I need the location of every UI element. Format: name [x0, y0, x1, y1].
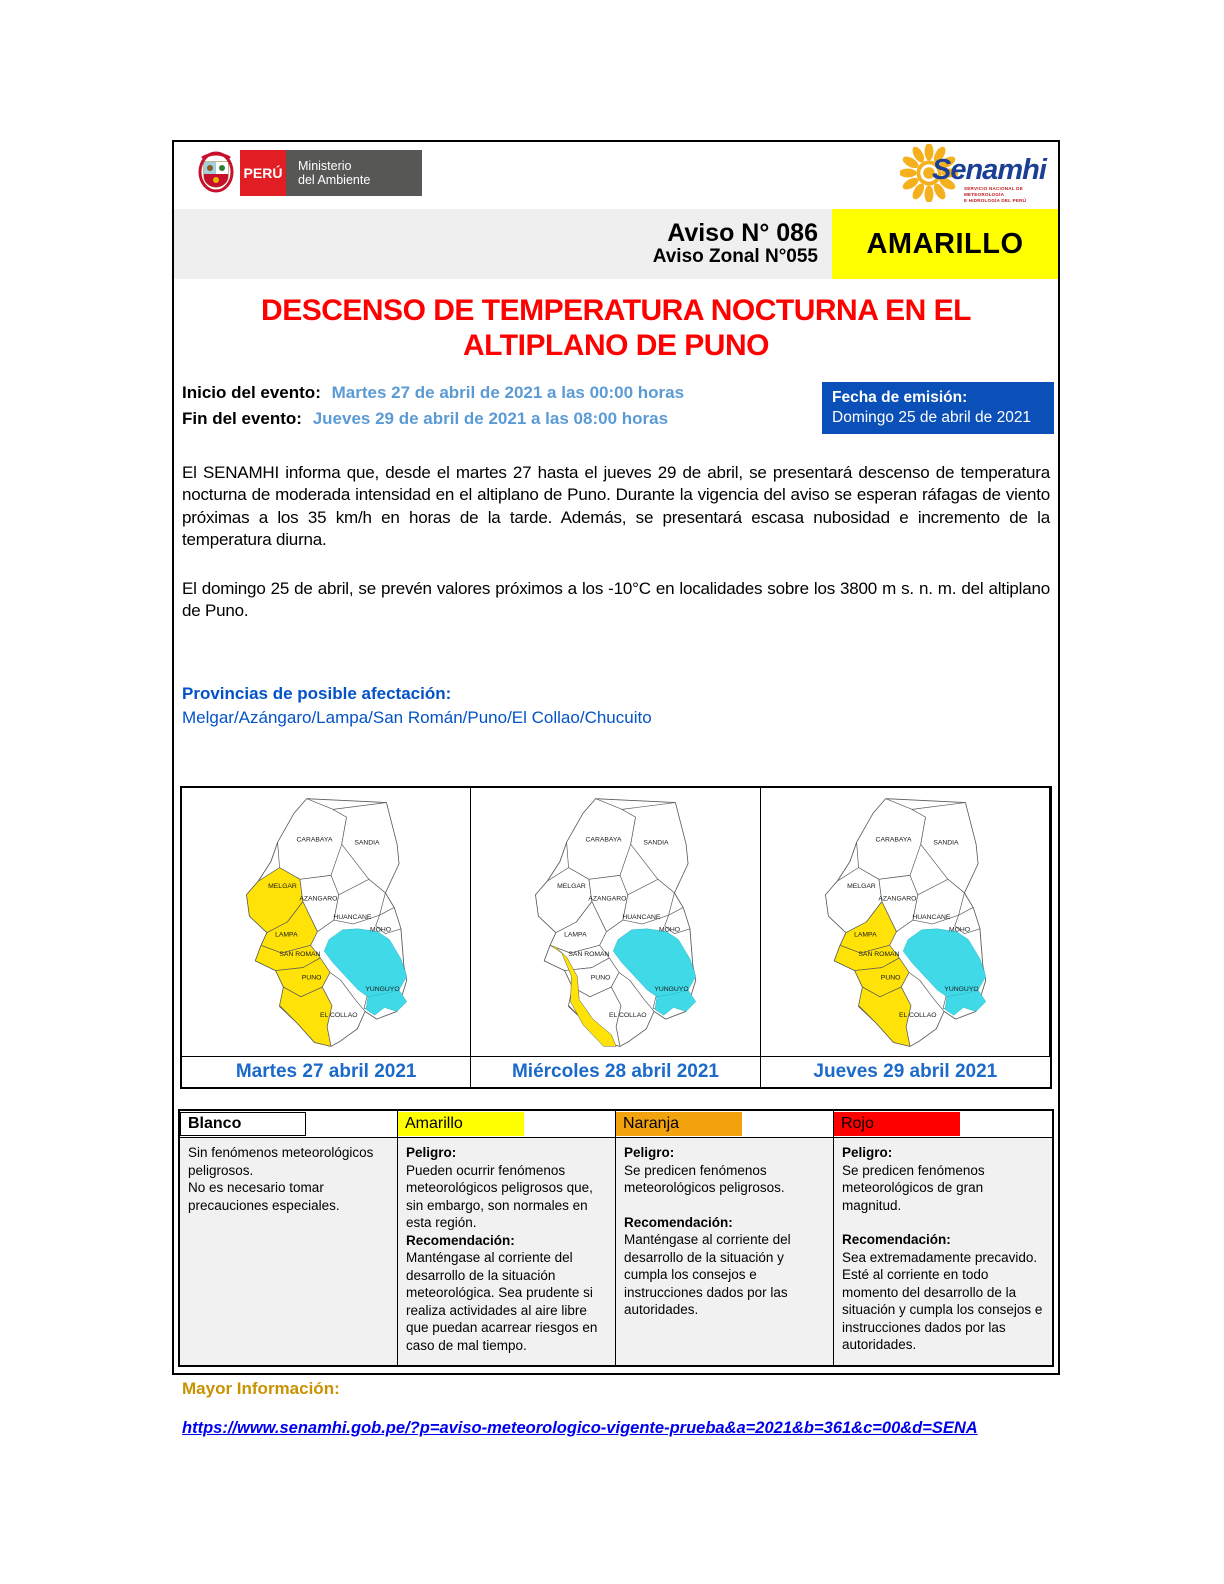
- legend-section-label: Recomendación:: [406, 1232, 515, 1248]
- map-province-label: MOHO: [659, 926, 681, 934]
- legend-header-rojo: [834, 1111, 1052, 1138]
- ministry-line2: del Ambiente: [298, 173, 371, 187]
- alert-level-legend: [178, 1109, 1054, 1367]
- more-info-label: Mayor Información:: [182, 1378, 340, 1398]
- map-province-label: EL COLLAO: [320, 1012, 358, 1020]
- event-info: [174, 380, 1058, 440]
- map-province-label: AZANGARO: [299, 895, 338, 903]
- map-province-label: CARABAYA: [296, 836, 333, 844]
- legend-section-text: Se predicen fenómenos meteorológicos peligrosos.: [624, 1162, 785, 1196]
- forecast-map-day-1: [182, 788, 471, 1056]
- provinces-value: Melgar/Azángaro/Lampa/San Román/Puno/El Collao/Chucuito: [182, 708, 652, 728]
- legend-header-blanco: [180, 1111, 398, 1138]
- event-end-value: Jueves 29 de abril de 2021 a las 08:00 horas: [312, 409, 669, 429]
- legend-color-swatch: Amarillo: [398, 1112, 524, 1136]
- map-province-label: PUNO: [301, 974, 322, 982]
- legend-color-swatch: Naranja: [616, 1112, 742, 1136]
- aviso-zonal-number: Aviso Zonal N°055: [652, 246, 818, 268]
- alert-level-badge: AMARILLO: [832, 209, 1058, 279]
- map-province-label: AZANGARO: [878, 895, 917, 903]
- map-province-label: SANDIA: [932, 839, 959, 847]
- aviso-banner: [174, 209, 1058, 279]
- map-province-label: EL COLLAO: [898, 1012, 937, 1020]
- map-province-label: CARABAYA: [585, 836, 622, 844]
- more-info-link-row: [174, 1419, 1058, 1438]
- map-province-label: SANDIA: [643, 839, 669, 847]
- map-province-label: SAN ROMAN: [858, 950, 900, 958]
- map-province-label: CARABAYA: [875, 836, 912, 844]
- peru-coat-of-arms-icon: [198, 150, 234, 196]
- map-province-label: HUANCANE: [622, 914, 661, 922]
- legend-description-blanco: [180, 1138, 398, 1365]
- map-province-label: LAMPA: [564, 931, 587, 939]
- map-province-label: MOHO: [369, 926, 392, 934]
- legend-color-swatch: Blanco: [180, 1112, 306, 1136]
- emission-date-box: [822, 382, 1054, 434]
- map-province-label: MELGAR: [846, 883, 876, 891]
- map-province-label: SAN ROMAN: [279, 950, 321, 958]
- legend-header-amarillo: [398, 1111, 616, 1138]
- page-title: DESCENSO DE TEMPERATURA NOCTURNA EN EL ALTIPLANO DE PUNO: [261, 294, 971, 363]
- map-province-label: SAN ROMAN: [568, 950, 610, 958]
- map-province-label: YUNGUYO: [365, 985, 400, 993]
- ministry-label: [286, 150, 422, 196]
- legend-section-label: Recomendación:: [624, 1214, 733, 1230]
- legend-section-text: Sea extremadamente precavido. Esté al corriente en todo momento del desarrollo de la situación y cumpla los consejos e instrucciones dados por las autoridades.: [842, 1249, 1043, 1353]
- legend-section-label: Recomendación:: [842, 1232, 951, 1248]
- map-province-label: LAMPA: [853, 931, 877, 939]
- logo-header: [174, 142, 1058, 209]
- emission-label: Fecha de emisión:: [832, 388, 968, 406]
- senamhi-logo: [898, 144, 1056, 206]
- legend-section-label: Peligro:: [624, 1145, 675, 1160]
- forecast-map-day-3: [761, 788, 1050, 1056]
- map-province-label: PUNO: [591, 974, 611, 982]
- legend-color-swatch: Rojo: [834, 1112, 960, 1136]
- peru-government-logo: [198, 150, 422, 196]
- ministry-line1: Ministerio: [298, 158, 352, 173]
- map-province-label: HUANCANE: [333, 914, 372, 922]
- map-province-label: EL COLLAO: [609, 1012, 647, 1020]
- event-end-label: Fin del evento:: [182, 409, 302, 429]
- map-province-label: HUANCANE: [912, 914, 951, 922]
- map-province-label: YUNGUYO: [654, 985, 689, 993]
- forecast-map-day-2: [471, 788, 760, 1056]
- body-paragraph-1: El SENAMHI informa que, desde el martes 27 hasta el jueves 29 de abril, se presentará descenso de temperatura nocturna de moderada intensidad en el altiplano de Puno. Durante la vigencia del aviso se esperan ráfagas de viento próximas a los 35 km/h en horas de la tarde. Además, se presentará escasa nubosidad e incremento de la temperatura diurna.: [182, 462, 1050, 550]
- aviso-number: Aviso N° 086: [667, 218, 818, 247]
- map-province-label: AZANGARO: [588, 895, 627, 903]
- legend-section-label: Peligro:: [842, 1145, 893, 1160]
- legend-section-text: Sin fenómenos meteorológicos peligrosos.: [188, 1145, 374, 1178]
- legend-description-naranja: [616, 1138, 834, 1365]
- legend-section-text: Pueden ocurrir fenómenos meteorológicos peligrosos que, sin embargo, son normales en esta región.: [406, 1162, 593, 1231]
- map-province-label: YUNGUYO: [943, 985, 979, 993]
- map-province-label: MELGAR: [557, 883, 587, 891]
- map-province-label: SANDIA: [354, 839, 380, 847]
- senamhi-wordmark: Senamhi: [932, 154, 1046, 186]
- legend-section-text: Manténgase al corriente del desarrollo de la situación meteorológica. Sea prudente si realiza actividades al aire libre que puedan acarrear riesgos en caso de mal tiempo.: [406, 1250, 598, 1354]
- legend-section-label: Peligro:: [406, 1145, 457, 1160]
- provinces-section: [174, 682, 1058, 730]
- legend-description-rojo: [834, 1138, 1052, 1365]
- legend-section-text: Manténgase al corriente del desarrollo de la situación y cumpla los consejos e instrucciones dados por las autoridades.: [624, 1232, 791, 1318]
- peru-wordmark: PERÚ: [240, 150, 286, 196]
- map-caption-day-3: Jueves 29 abril 2021: [761, 1056, 1050, 1087]
- document-frame: [172, 140, 1060, 1437]
- map-province-label: LAMPA: [275, 931, 298, 939]
- map-caption-day-1: Martes 27 abril 2021: [182, 1056, 471, 1087]
- event-start-value: Martes 27 de abril de 2021 a las 00:00 horas: [331, 382, 685, 402]
- legend-header-naranja: [616, 1111, 834, 1138]
- map-province-label: MOHO: [948, 926, 970, 934]
- provinces-label: Provincias de posible afectación:: [182, 684, 452, 704]
- event-start-label: Inicio del evento:: [182, 382, 321, 402]
- map-province-label: PUNO: [880, 974, 901, 982]
- senamhi-subtitle: SERVICIO NACIONAL DE METEOROLOGÍA E HIDROLOGÍA DEL PERÚ: [964, 186, 1027, 203]
- legend-section-text: Se predicen fenómenos meteorológicos de gran magnitud.: [842, 1162, 985, 1213]
- emission-value: Domingo 25 de abril de 2021: [832, 408, 1032, 426]
- legend-section-text: No es necesario tomar precauciones especiales.: [188, 1180, 340, 1213]
- map-caption-day-2: Miércoles 28 abril 2021: [471, 1056, 760, 1087]
- legend-description-amarillo: [398, 1138, 616, 1365]
- forecast-maps-table: [180, 786, 1052, 1089]
- senamhi-aviso-link[interactable]: https://www.senamhi.gob.pe/?p=aviso-meteorologico-vigente-prueba&a=2021&b=361&c=00&d=SENA: [182, 1418, 978, 1437]
- map-province-label: MELGAR: [268, 883, 297, 891]
- body-paragraph-2: El domingo 25 de abril, se prevén valores próximos a los -10°C en localidades sobre los 3800 m s. n. m. del altiplano de Puno.: [182, 578, 1050, 620]
